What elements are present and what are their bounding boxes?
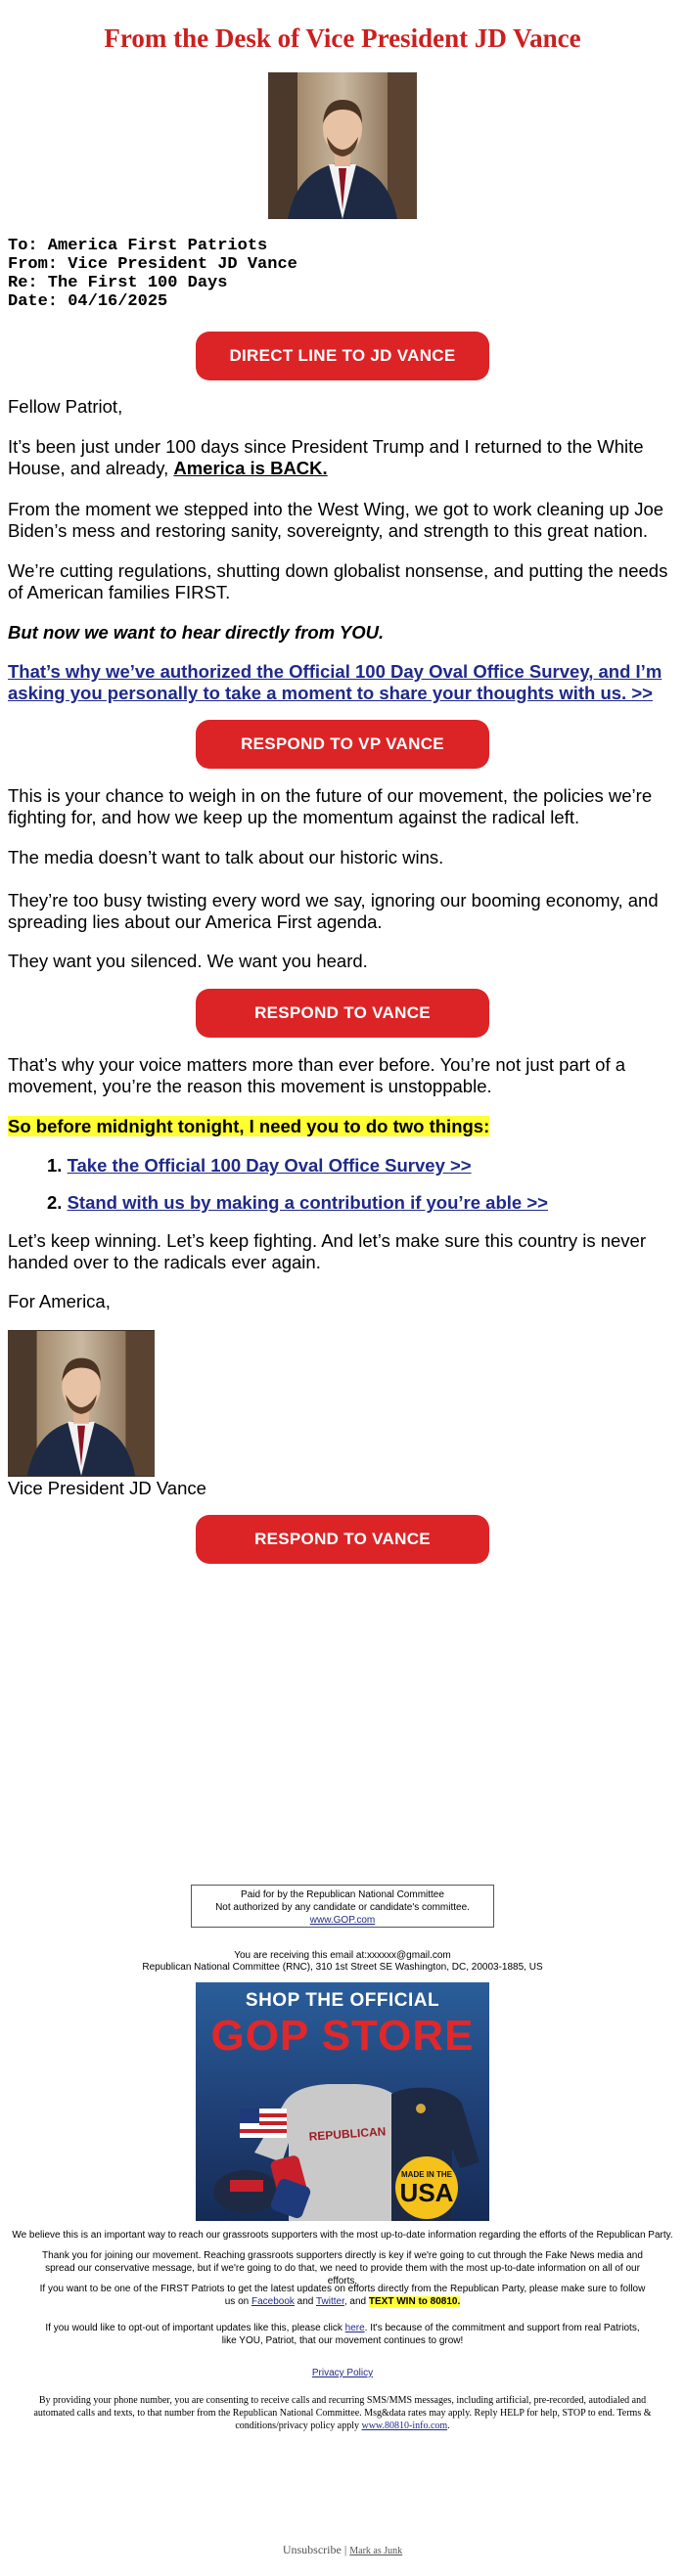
- sms-consent-end: .: [447, 2421, 450, 2431]
- survey-link-paragraph: [8, 661, 677, 704]
- made-in-usa-badge-bottom: USA: [399, 2178, 454, 2207]
- paragraph-west-wing: From the moment we stepped into the West Wing, we got to work cleaning up Joe Biden’s mess and restoring sanity, sovereignty, and strength to this great nation.: [8, 499, 664, 541]
- twitter-link[interactable]: Twitter: [315, 2296, 344, 2307]
- rnc-address: Republican National Committee (RNC), 310 1st Street SE Washington, DC, 20003-1885, US: [142, 1962, 543, 1973]
- paid-for-line: Paid for by the Republican National Committee: [241, 1889, 444, 1900]
- gop-website-link[interactable]: www.GOP.com: [309, 1915, 376, 1926]
- signature-portrait-image: [8, 1330, 155, 1477]
- privacy-policy-link[interactable]: Privacy Policy: [311, 2368, 374, 2378]
- paragraph-regulations: We’re cutting regulations, shutting down globalist nonsense, and putting the needs of American families FIRST.: [8, 560, 668, 602]
- email-notice: You are receiving this email at:xxxxxx@gmail.com: [234, 1950, 451, 1961]
- unsubscribe-row: [0, 2544, 685, 2557]
- shirt-text: REPUBLICAN: [308, 2124, 387, 2144]
- follow-text: If you want to be one of the FIRST Patriots to get the latest updates on efforts directly from the Republican Party, please make sure to follow us on: [39, 2284, 646, 2307]
- paid-for-box: [191, 1885, 494, 1928]
- paragraph-twisting: They’re too busy twisting every word we say, ignoring our booming economy, and spreading lies about our America First agenda.: [8, 890, 659, 932]
- closing: For America,: [8, 1291, 111, 1311]
- text-win-highlight: TEXT WIN to 80810.: [368, 2296, 461, 2307]
- paragraph-keep-winning: Let’s keep winning. Let’s keep fighting. And let’s make sure this country is never handed over to the radicals ever again.: [8, 1230, 646, 1272]
- direct-line-button[interactable]: DIRECT LINE TO JD VANCE: [196, 332, 489, 380]
- paragraph-intro-text: It’s been just under 100 days since President Trump and I returned to the White House, and already,: [8, 436, 644, 478]
- paragraph-intro: [8, 436, 677, 479]
- vance-signature-photo: [8, 1330, 155, 1477]
- unsubscribe-separator: |: [341, 2543, 350, 2556]
- memo-re: Re: The First 100 Days: [8, 274, 228, 292]
- paragraph-weigh-in: This is your chance to weigh in on the future of our movement, the policies we’re fighting for, and how we keep up the momentum against the radical left.: [8, 785, 653, 827]
- paragraph-silenced: They want you silenced. We want you heard.: [8, 951, 368, 971]
- not-authorized-line: Not authorized by any candidate or candidate's committee.: [215, 1902, 470, 1913]
- sms-info-link[interactable]: www.80810-info.com: [361, 2421, 448, 2431]
- privacy-policy-row: [0, 2367, 685, 2379]
- paragraph-media: The media doesn’t want to talk about our historic wins.: [8, 847, 444, 867]
- footer-paragraph-follow: [39, 2283, 646, 2308]
- list-item: [47, 1155, 472, 1177]
- page-title: From the Desk of Vice President JD Vance: [104, 23, 581, 53]
- respond-vance-button-1[interactable]: RESPOND TO VANCE: [196, 989, 489, 1038]
- list-item: [47, 1192, 548, 1214]
- survey-link[interactable]: That’s why we’ve authorized the Official 100 Day Oval Office Survey, and I’m asking you personally to take a moment to share your thoughts with us. >>: [8, 661, 662, 703]
- footer-paragraph-thank-you: Thank you for joining our movement. Reaching grassroots supporters directly is key if we're going to cut through the Fake News media and spread our conservative message, but if we're going to do that, we need to provide them with the most up-to-date information on all of our efforts.: [42, 2250, 643, 2287]
- greeting: Fellow Patriot,: [8, 396, 123, 417]
- two-things-highlight: So before midnight tonight, I need you to do two things:: [8, 1116, 490, 1136]
- vance-portrait-photo: [268, 72, 417, 219]
- paragraph-voice-matters: That’s why your voice matters more than ever before. You’re not just part of a movement, you’re the reason this movement is unstoppable.: [8, 1054, 626, 1096]
- memo-header: [8, 237, 297, 311]
- memo-date: Date: 04/16/2025: [8, 292, 168, 311]
- store-top-text: SHOP THE OFFICIAL: [245, 1990, 440, 2011]
- paragraph-two-things: [8, 1116, 677, 1137]
- memo-from: From: Vice President JD Vance: [8, 255, 297, 274]
- made-in-usa-badge-top: MADE IN THE: [401, 2170, 452, 2179]
- paragraph-hear-from-you: But now we want to hear directly from YOU.: [8, 622, 385, 643]
- respond-vance-button-2[interactable]: RESPOND TO VANCE: [196, 1515, 489, 1564]
- footer-paragraph-sms: [20, 2394, 665, 2432]
- opt-out-text: If you would like to opt-out of important updates like this, please click: [45, 2323, 345, 2333]
- mark-as-junk-link[interactable]: Mark as Junk: [349, 2546, 403, 2556]
- facebook-link[interactable]: Facebook: [251, 2296, 295, 2307]
- footer-paragraph-opt-out: [39, 2322, 646, 2347]
- survey-list-link[interactable]: Take the Official 100 Day Oval Office Survey >>: [67, 1155, 472, 1176]
- america-is-back-text: America is BACK.: [173, 458, 328, 478]
- gop-store-banner[interactable]: [196, 1982, 489, 2221]
- follow-comma: , and: [343, 2296, 369, 2307]
- opt-out-link[interactable]: here: [344, 2323, 365, 2333]
- unsubscribe-link[interactable]: Unsubscribe: [282, 2543, 342, 2556]
- follow-and: and: [294, 2296, 316, 2307]
- contribution-link[interactable]: Stand with us by making a contribution if you’re able >>: [67, 1192, 548, 1213]
- list-number: 1.: [47, 1155, 63, 1176]
- signature-name: Vice President JD Vance: [8, 1478, 206, 1498]
- respond-vp-vance-button[interactable]: RESPOND TO VP VANCE: [196, 720, 489, 769]
- store-main-text: GOP STORE: [210, 2012, 475, 2060]
- opt-out-text-2: . It's because of the commitment and support from real Patriots, like YOU, Patriot, that our movement continues to grow!: [221, 2323, 640, 2346]
- portrait-image: [268, 72, 417, 219]
- sms-consent-text: By providing your phone number, you are consenting to receive calls and recurring SMS/MMS messages, including artificial, pre-recorded, autodialed and automated calls and texts, to that number from the Republican National Committee. Msg&data rates may apply. Reply HELP for help, STOP to end. Terms & conditions/privacy policy apply: [33, 2395, 652, 2431]
- memo-to: To: America First Patriots: [8, 237, 268, 255]
- list-number: 2.: [47, 1192, 63, 1213]
- footer-paragraph-believe: We believe this is an important way to reach our grassroots supporters with the most up-to-date information regarding the efforts of the Republican Party.: [12, 2230, 673, 2241]
